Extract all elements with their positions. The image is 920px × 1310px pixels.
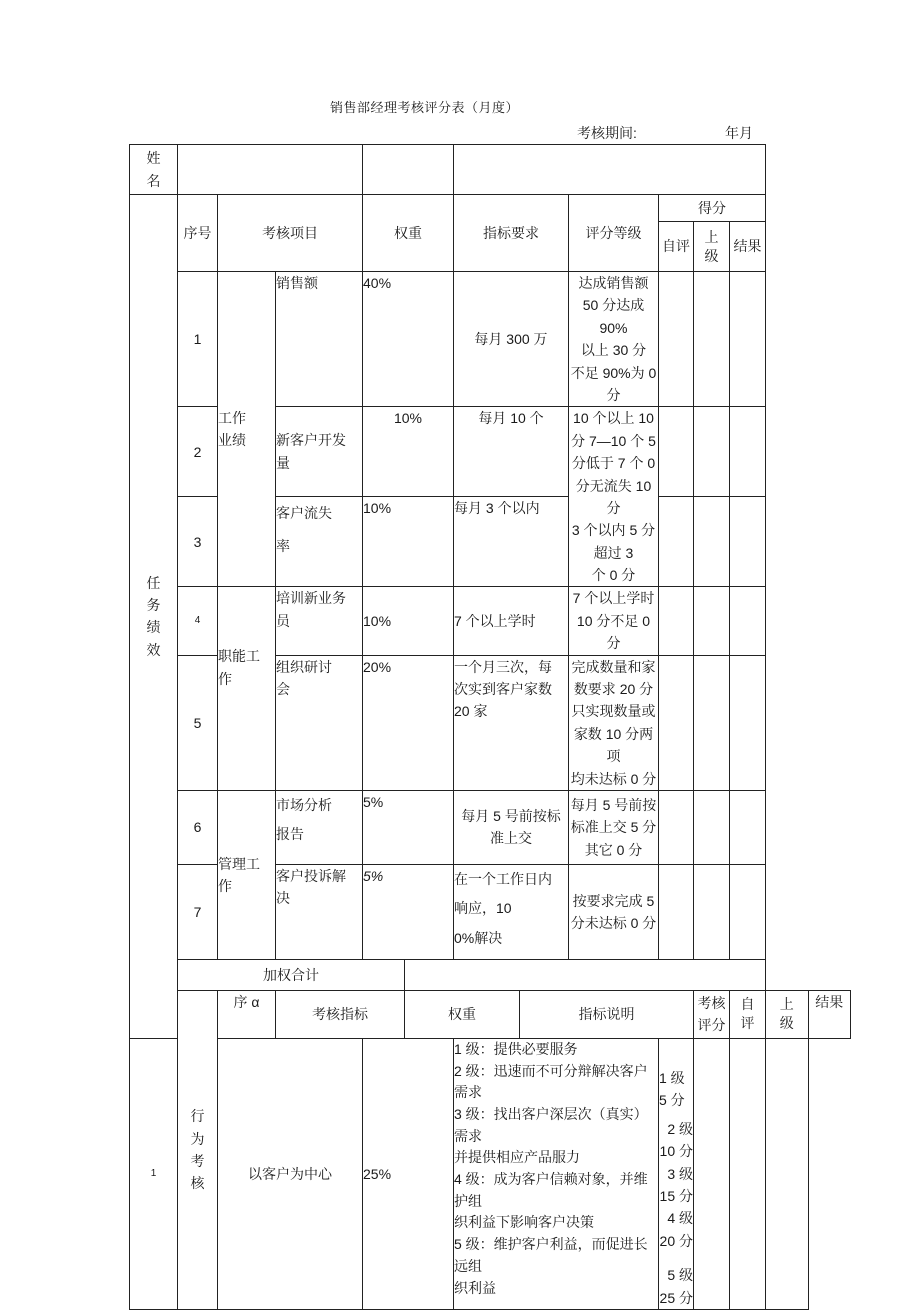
behavior-desc: 1 级：提供必要服务 2 级：迅速而不可分辩解决客户需求 3 级：找出客户深层次（真实）需求 并提供相应产品服力 4 级：成为客户信赖对象，并维护组 织利益下影响客户决策 5 级：维护客户利益，而促进长远组 织利益 bbox=[454, 1038, 659, 1309]
task-score-result[interactable] bbox=[730, 407, 766, 497]
task-seq: 7 bbox=[178, 864, 218, 959]
behavior-score-level: 1 级 5 分 bbox=[659, 1069, 685, 1109]
task-seq: 5 bbox=[178, 655, 218, 790]
name-field-2[interactable] bbox=[363, 145, 454, 195]
task-weight: 5% bbox=[363, 864, 454, 959]
task-requirement: 每月 300 万 bbox=[454, 272, 569, 407]
task-seq: 2 bbox=[178, 407, 218, 497]
task-header-grading: 评分等级 bbox=[569, 195, 659, 272]
task-grading: 按要求完成 5 分未达标 0 分 bbox=[569, 864, 659, 959]
task-requirement: 每月 5 号前按标 准上交 bbox=[454, 790, 569, 864]
task-grading-merged bbox=[569, 407, 659, 587]
task-header-row bbox=[130, 195, 851, 222]
behavior-header-row bbox=[130, 990, 851, 1038]
task-item: 销售额 bbox=[276, 272, 363, 407]
task-score-result[interactable] bbox=[730, 864, 766, 959]
task-weight: 10% bbox=[363, 587, 454, 655]
task-header-score: 得分 bbox=[659, 195, 766, 222]
task-score-self[interactable] bbox=[659, 655, 694, 790]
behavior-header-score: 考核评分 bbox=[694, 990, 730, 1038]
task-header-superior: 上 级 bbox=[694, 222, 730, 272]
task-row bbox=[130, 587, 851, 655]
task-weight: 10% bbox=[363, 497, 454, 587]
task-score-self[interactable] bbox=[659, 864, 694, 959]
behavior-header-self: 自 评 bbox=[730, 990, 766, 1038]
weighted-total-row bbox=[130, 959, 851, 990]
behavior-header-result: 结果 bbox=[808, 990, 850, 1038]
task-weight: 20% bbox=[363, 655, 454, 790]
page-title: 销售部经理考核评分表（月度） bbox=[330, 100, 520, 115]
behavior-section-label: 行 为 考 核 bbox=[178, 990, 218, 1309]
task-weight: 5% bbox=[363, 790, 454, 864]
task-score-superior[interactable] bbox=[694, 790, 730, 864]
weighted-total-value[interactable] bbox=[405, 959, 766, 990]
task-score-self[interactable] bbox=[659, 587, 694, 655]
behavior-header-weight: 权重 bbox=[405, 990, 520, 1038]
behavior-weight: 25% bbox=[363, 1038, 454, 1309]
task-requirement: 每月 10 个 bbox=[454, 407, 569, 497]
behavior-score-level: 3 级 15 分 bbox=[659, 1165, 693, 1204]
task-score-self[interactable] bbox=[659, 272, 694, 407]
task-item: 新客户开发 量 bbox=[276, 407, 363, 497]
behavior-score-superior[interactable] bbox=[730, 1038, 766, 1309]
task-row bbox=[130, 272, 851, 407]
task-grading: 10 个以上 10 分 7—10 个 5 分低于 7 个 0 分无流失 10 分 bbox=[571, 410, 656, 516]
task-score-superior[interactable] bbox=[694, 587, 730, 655]
assessment-period bbox=[577, 123, 753, 143]
task-seq: 1 bbox=[178, 272, 218, 407]
task-requirement: 7 个以上学时 bbox=[454, 587, 569, 655]
task-seq: 4 bbox=[178, 587, 218, 655]
behavior-score-list bbox=[659, 1038, 694, 1309]
task-score-self[interactable] bbox=[659, 790, 694, 864]
task-item: 组织研讨 会 bbox=[276, 655, 363, 790]
group-work-performance: 工作 业绩 bbox=[218, 272, 276, 587]
task-grading: 7 个以上学时 10 分不足 0 分 bbox=[569, 587, 659, 655]
task-score-result[interactable] bbox=[730, 497, 766, 587]
task-score-self[interactable] bbox=[659, 407, 694, 497]
behavior-score-result[interactable] bbox=[766, 1038, 808, 1309]
task-score-result[interactable] bbox=[730, 655, 766, 790]
task-score-superior[interactable] bbox=[694, 497, 730, 587]
task-grading: 完成数量和家数要求 20 分 只实现数量或家数 10 分两项 均未达标 0 分 bbox=[569, 655, 659, 790]
task-grading: 3 个以内 5 分超过 3 个 0 分 bbox=[571, 522, 656, 584]
behavior-score-level: 2 级 10 分 bbox=[659, 1120, 693, 1160]
behavior-indicator: 以客户为中心 bbox=[218, 1038, 363, 1309]
behavior-seq: 1 bbox=[130, 1038, 178, 1309]
task-score-superior[interactable] bbox=[694, 272, 730, 407]
behavior-score-level: 4 级 20 分 bbox=[659, 1210, 693, 1249]
assessment-table bbox=[129, 144, 851, 1310]
task-requirement: 一个月三次，每 次实到客户家数 20 家 bbox=[454, 655, 569, 790]
task-score-result[interactable] bbox=[730, 272, 766, 407]
task-score-superior[interactable] bbox=[694, 407, 730, 497]
task-grading: 达成销售额 50 分达成 90% 以上 30 分 不足 90%为 0 分 bbox=[569, 272, 659, 407]
behavior-score-self[interactable] bbox=[694, 1038, 730, 1309]
period-label: 考核期间: bbox=[577, 125, 637, 141]
task-item: 市场分析 报告 bbox=[276, 790, 363, 864]
task-section-label: 任 务 绩 效 bbox=[130, 195, 178, 1039]
task-item: 客户流失 率 bbox=[276, 497, 363, 587]
task-row bbox=[130, 790, 851, 864]
group-duty-work: 职能工 作 bbox=[218, 587, 276, 791]
name-label: 姓 名 bbox=[130, 145, 178, 195]
task-score-superior[interactable] bbox=[694, 864, 730, 959]
task-requirement: 每月 3 个以内 bbox=[454, 497, 569, 587]
task-score-self[interactable] bbox=[659, 497, 694, 587]
task-item: 客户投诉解 决 bbox=[276, 864, 363, 959]
task-score-superior[interactable] bbox=[694, 655, 730, 790]
behavior-row bbox=[130, 1038, 851, 1309]
behavior-header-desc: 指标说明 bbox=[520, 990, 694, 1038]
behavior-header-seq: 序 α bbox=[218, 990, 276, 1038]
behavior-header-indicator: 考核指标 bbox=[276, 990, 405, 1038]
task-header-seq: 序号 bbox=[178, 195, 218, 272]
task-header-requirement: 指标要求 bbox=[454, 195, 569, 272]
name-field-3[interactable] bbox=[454, 145, 766, 195]
task-header-result: 结果 bbox=[730, 222, 766, 272]
task-header-weight: 权重 bbox=[363, 195, 454, 272]
task-seq: 6 bbox=[178, 790, 218, 864]
behavior-header-superior: 上 级 bbox=[766, 990, 808, 1038]
task-weight: 10% bbox=[363, 407, 454, 497]
task-grading: 每月 5 号前按标准上交 5 分 其它 0 分 bbox=[569, 790, 659, 864]
year-month-field: 年月 bbox=[725, 125, 753, 141]
task-seq: 3 bbox=[178, 497, 218, 587]
task-score-result[interactable] bbox=[730, 587, 766, 655]
name-row bbox=[130, 145, 851, 195]
weighted-total-label: 加权合计 bbox=[178, 959, 405, 990]
group-management-work: 管理工 作 bbox=[218, 790, 276, 959]
task-header-item: 考核项目 bbox=[218, 195, 363, 272]
task-header-self: 自评 bbox=[659, 222, 694, 272]
behavior-score-level: 5 级 25 分 bbox=[659, 1267, 693, 1306]
task-weight: 40% bbox=[363, 272, 454, 407]
task-requirement: 在一个工作日内 响应，10 0%解决 bbox=[454, 864, 569, 959]
name-field[interactable] bbox=[178, 145, 363, 195]
task-score-result[interactable] bbox=[730, 790, 766, 864]
task-item: 培训新业务 员 bbox=[276, 587, 363, 655]
